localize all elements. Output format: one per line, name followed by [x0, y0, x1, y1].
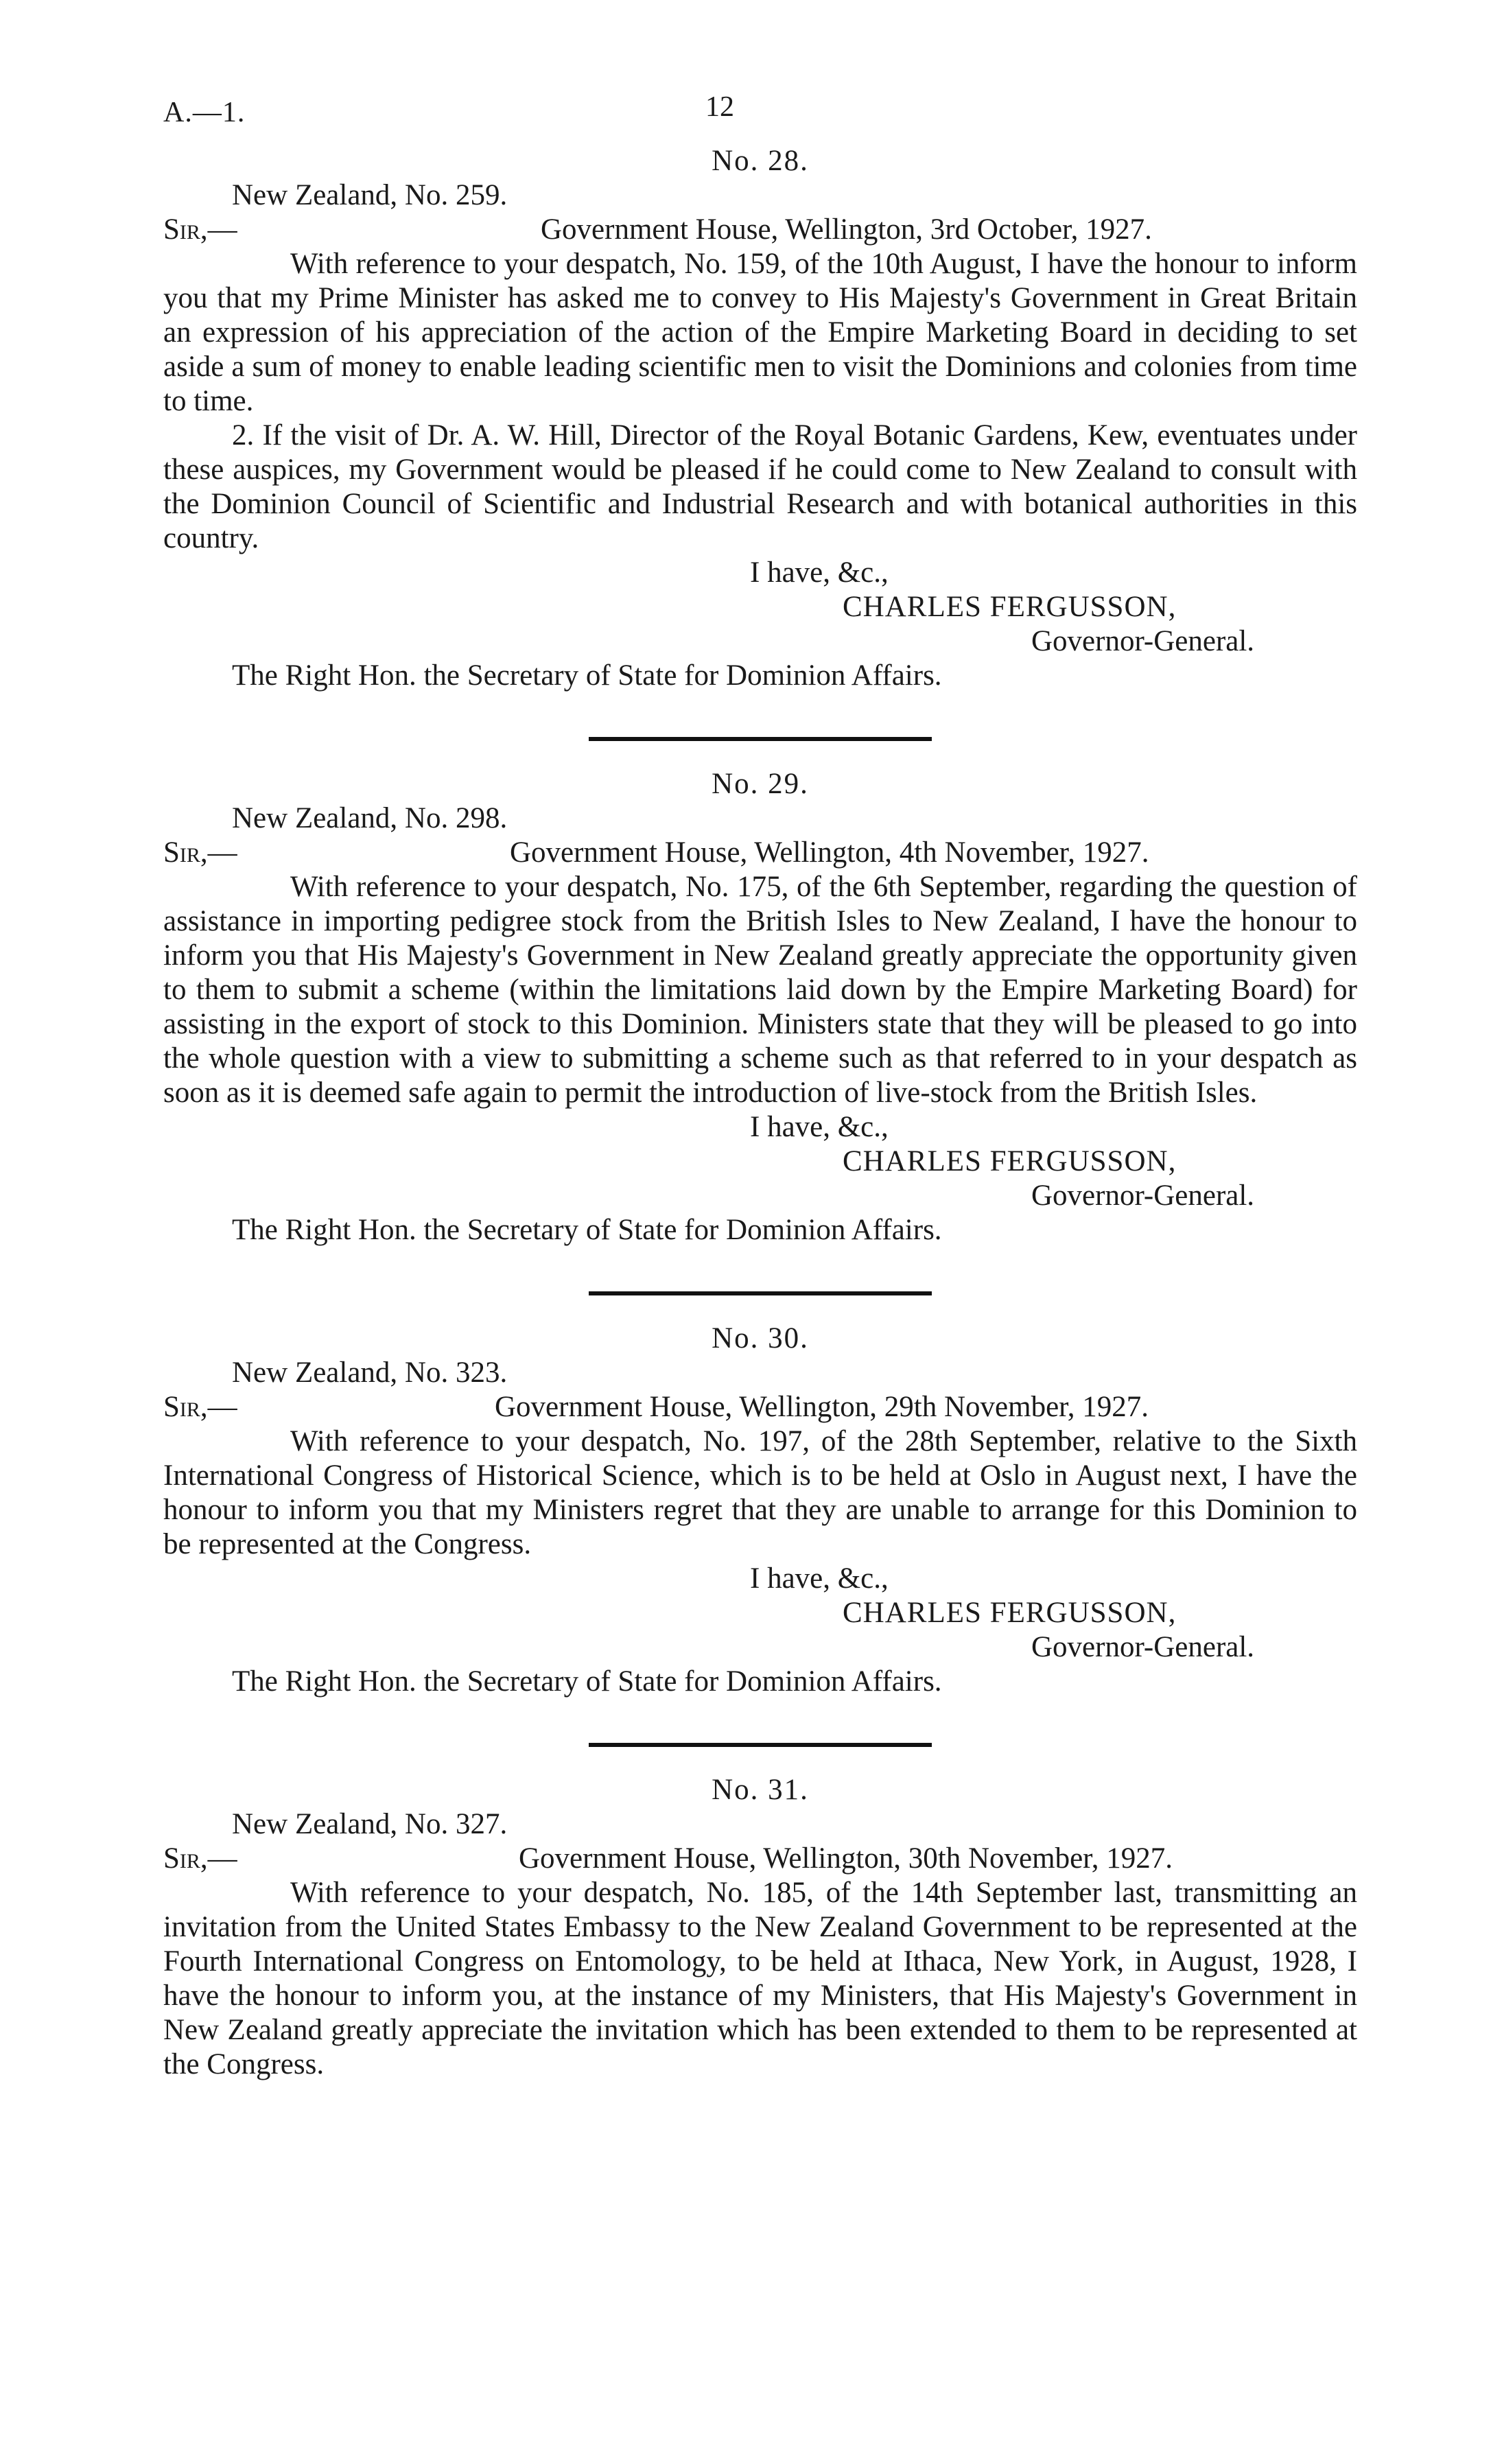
sender-address: Government House, Wellington, 29th November, 1927.	[495, 1391, 1149, 1423]
sender-address: Government House, Wellington, 30th November, 1927.	[519, 1842, 1173, 1875]
salutation-line	[163, 1390, 1357, 1424]
letter-number: No. 30.	[712, 1322, 809, 1354]
salutation-line	[163, 836, 1357, 870]
addressee: The Right Hon. the Secretary of State for Dominion Affairs.	[232, 1665, 942, 1698]
letter-29	[163, 767, 1357, 1247]
letter-nz-reference: New Zealand, No. 327.	[232, 1808, 508, 1840]
section-divider	[589, 737, 932, 741]
signature-title: Governor-General.	[1031, 625, 1255, 657]
document-page	[163, 82, 1357, 2082]
closing: I have, &c.,	[750, 1562, 889, 1595]
page-number: 12	[705, 91, 734, 123]
letter-paragraph: With reference to your despatch, No. 197, of the 28th September, relative to the Sixth International Congress of Historical Science, which is to be held at Oslo in August next, I have the honour to inform you that my Ministers regret that they are unable to arrange for this Dominion to be represented at the Congress.	[163, 1425, 1357, 1560]
page-header	[163, 82, 1357, 144]
sender-address: Government House, Wellington, 4th November, 1927.	[510, 836, 1149, 869]
letter-30	[163, 1322, 1357, 1699]
salutation-line	[163, 213, 1357, 247]
closing: I have, &c.,	[750, 1111, 889, 1143]
addressee: The Right Hon. the Secretary of State for Dominion Affairs.	[232, 659, 942, 692]
signature-title: Governor-General.	[1031, 1180, 1255, 1212]
closing: I have, &c.,	[750, 556, 889, 589]
letter-paragraph: With reference to your despatch, No. 185, of the 14th September last, transmitting an invitation from the United States Embassy to the New Zealand Government to be represented at the Fourth International Congress on Entomology, to be held at Ithaca, New York, in August, 1928, I have the honour to inform you, at the instance of my Ministers, that His Majesty's Government in New Zealand greatly appreciate the invitation which has been extended to them to be represented at the Congress.	[163, 1877, 1357, 2080]
sender-address: Government House, Wellington, 3rd October, 1927.	[541, 213, 1152, 246]
section-divider	[589, 1743, 932, 1747]
letter-paragraph: With reference to your despatch, No. 159, of the 10th August, I have the honour to inform you that my Prime Minister has asked me to convey to His Majesty's Government in Great Britain an expression of his appreciation of the action of the Empire Marketing Board in deciding to set aside a sum of money to enable leading scientific men to visit the Dominions and colonies from time to time.	[163, 248, 1357, 417]
salutation: Sir,—	[163, 213, 237, 246]
letter-31	[163, 1773, 1357, 2082]
letter-paragraph: 2. If the visit of Dr. A. W. Hill, Director of the Royal Botanic Gardens, Kew, eventuates under these auspices, my Government would be pleased if he could come to New Zealand to consult with the Dominion Council of Scientific and Industrial Research and with botanical authorities in this country.	[163, 419, 1357, 554]
letter-nz-reference: New Zealand, No. 323.	[232, 1357, 508, 1389]
signature: CHARLES FERGUSSON,	[843, 1145, 1177, 1177]
signature: CHARLES FERGUSSON,	[843, 1597, 1177, 1629]
salutation: Sir,—	[163, 1842, 237, 1875]
salutation-line	[163, 1842, 1357, 1876]
document-reference: A.—1.	[163, 97, 246, 128]
salutation: Sir,—	[163, 836, 237, 869]
letter-number: No. 31.	[712, 1774, 809, 1806]
letter-number: No. 29.	[712, 768, 809, 800]
letter-number: No. 28.	[712, 145, 809, 177]
letter-nz-reference: New Zealand, No. 259.	[232, 179, 508, 211]
signature: CHARLES FERGUSSON,	[843, 591, 1177, 623]
signature-title: Governor-General.	[1031, 1631, 1255, 1663]
letter-nz-reference: New Zealand, No. 298.	[232, 802, 508, 834]
letter-28	[163, 144, 1357, 693]
letter-paragraph: With reference to your despatch, No. 175, of the 6th September, regarding the question of assistance in importing pedigree stock from the British Isles to New Zealand, I have the honour to inform you that His Majesty's Government in New Zealand greatly appreciate the opportunity given to them to submit a scheme (within the limitations laid down by the Empire Marketing Board) for assisting in the export of stock to this Dominion. Ministers state that they will be pleased to go into the whole question with a view to submitting a scheme such as that referred to in your despatch as soon as it is deemed safe again to permit the introduction of live-stock from the British Isles.	[163, 871, 1357, 1109]
salutation: Sir,—	[163, 1391, 237, 1423]
addressee: The Right Hon. the Secretary of State for Dominion Affairs.	[232, 1214, 942, 1246]
section-divider	[589, 1291, 932, 1295]
